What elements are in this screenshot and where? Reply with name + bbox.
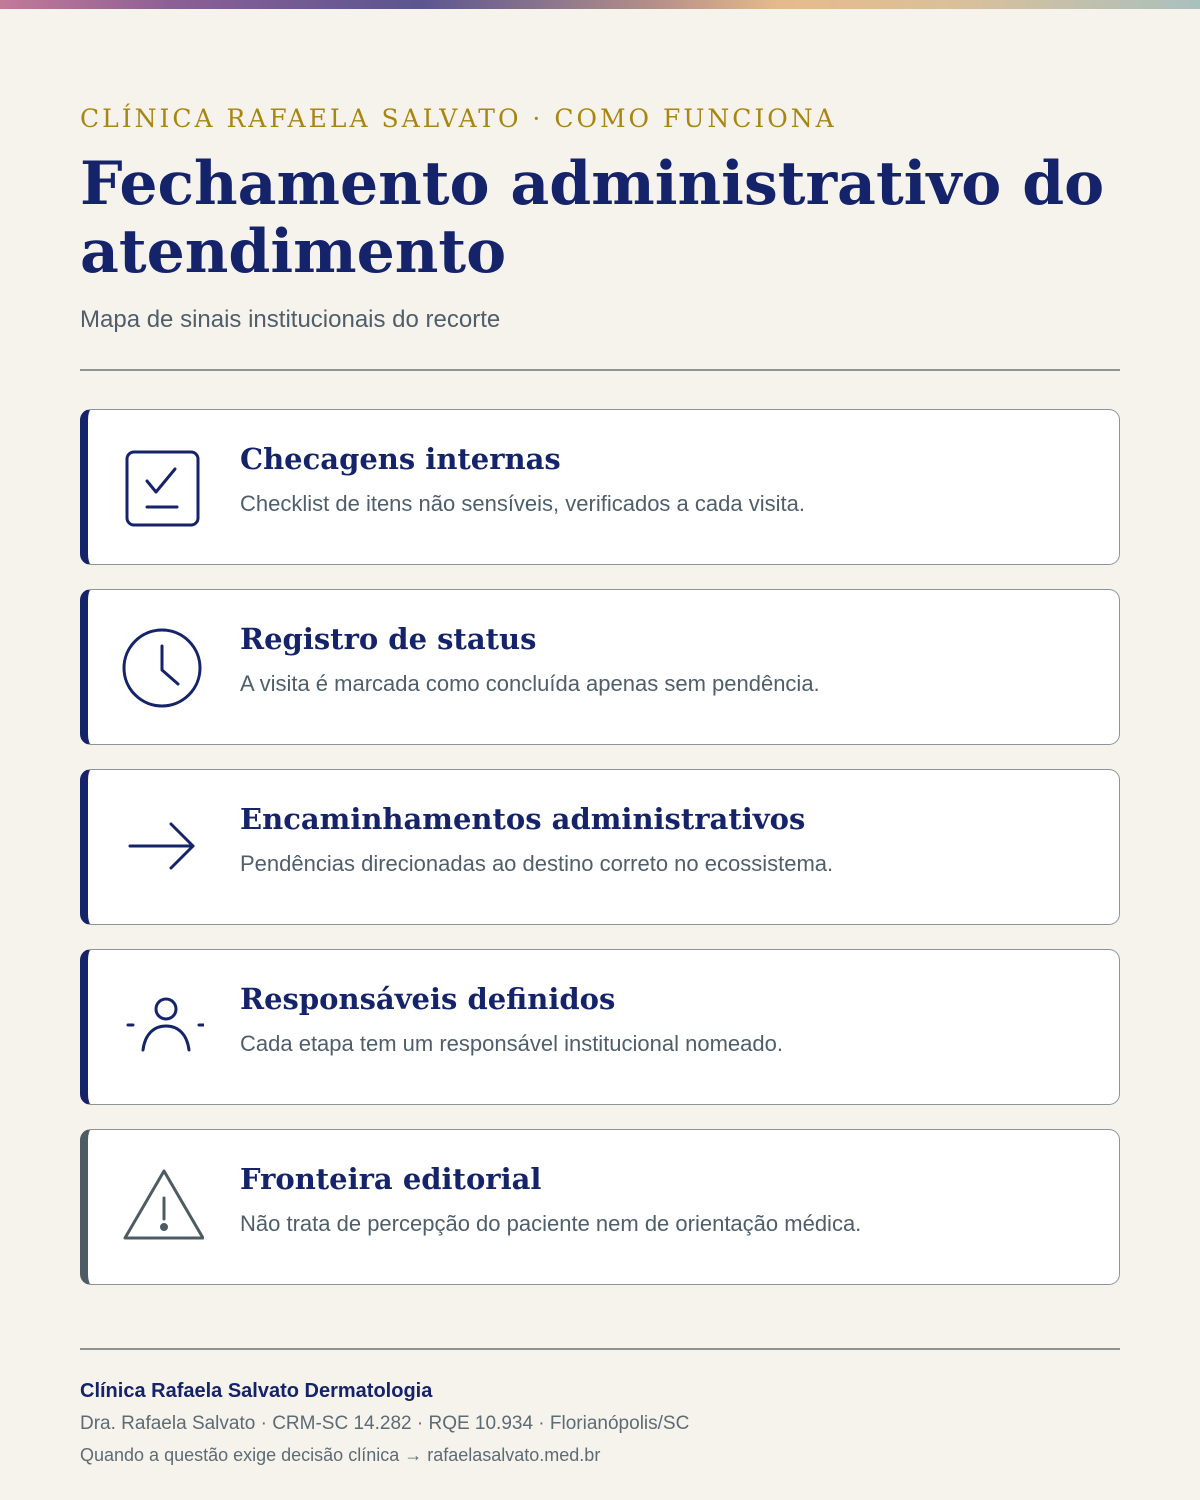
card-title: Fronteira editorial xyxy=(240,1162,542,1196)
card-title: Registro de status xyxy=(240,622,537,656)
footer-divider xyxy=(80,1348,1120,1350)
card-title: Encaminhamentos administrativos xyxy=(240,802,806,836)
header-divider xyxy=(80,369,1120,371)
card-encaminhamentos-administrativos xyxy=(80,769,1120,925)
footer-credentials: Dra. Rafaela Salvato · CRM-SC 14.282 · RQE 10.934 · Florianópolis/SC xyxy=(80,1413,690,1434)
card-responsaveis-definidos xyxy=(80,949,1120,1105)
person-icon xyxy=(120,986,204,1070)
card-description: A visita é marcada como concluída apenas sem pendência. xyxy=(240,671,820,696)
arrow-right-icon xyxy=(120,806,204,890)
card-title: Responsáveis definidos xyxy=(240,982,616,1016)
clock-icon xyxy=(120,626,204,710)
card-fronteira-editorial xyxy=(80,1129,1120,1285)
card-description: Pendências direcionadas ao destino correto no ecossistema. xyxy=(240,851,834,876)
card-checagens-internas xyxy=(80,409,1120,565)
eyebrow-label: CLÍNICA RAFAELA SALVATO · COMO FUNCIONA xyxy=(80,104,837,133)
card-description: Checklist de itens não sensíveis, verificados a cada visita. xyxy=(240,491,805,516)
card-description: Não trata de percepção do paciente nem de orientação médica. xyxy=(240,1211,862,1236)
card-registro-de-status xyxy=(80,589,1120,745)
card-title: Checagens internas xyxy=(240,442,561,476)
card-description: Cada etapa tem um responsável institucional nomeado. xyxy=(240,1031,783,1056)
page-title: Fechamento administrativo do atendimento xyxy=(80,149,1105,287)
warning-triangle-icon xyxy=(120,1166,204,1250)
footer-clinic-name: Clínica Rafaela Salvato Dermatologia xyxy=(80,1380,433,1402)
footer-cta-link[interactable]: Quando a questão exige decisão clínica → rafaelasalvato.med.br xyxy=(80,1445,601,1465)
page-subtitle: Mapa de sinais institucionais do recorte xyxy=(80,306,501,333)
gradient-top-bar xyxy=(0,0,1200,9)
checklist-icon xyxy=(120,446,204,530)
